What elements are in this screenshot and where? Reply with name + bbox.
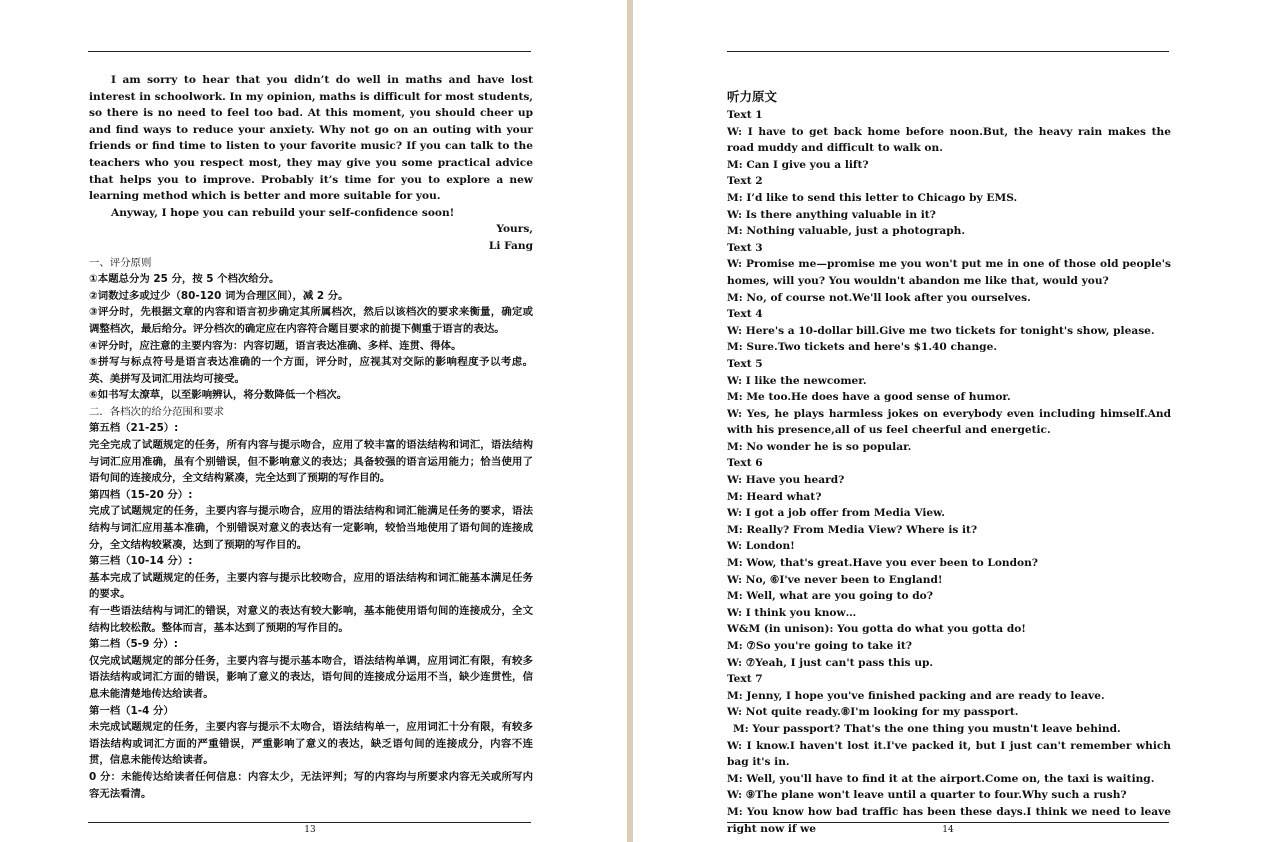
transcript-line: W: I like the newcomer.	[727, 374, 867, 387]
header-rule	[88, 51, 531, 52]
scoring-line: 一、评分原则	[89, 256, 152, 269]
transcript-line: Text 7	[727, 673, 763, 686]
transcript-line: Text 4	[727, 308, 763, 321]
transcript-line: M: Nothing valuable, just a photograph.	[727, 225, 966, 238]
scoring-line: 仅完成试题规定的部分任务，主要内容与提示基本吻合，语法结构单调，应用词汇有限，有较多语法结构或词汇方面的错误，影响了意义的表达，语句间的连接成分运用不当，缺少连贯性，信息未能清楚地传达给读者。	[89, 654, 533, 700]
transcript-line: W: ⑦Yeah, I just can't pass this up.	[727, 656, 934, 669]
letter-body	[89, 72, 533, 802]
listening-transcript	[727, 87, 1171, 837]
letter-closing: Yours,	[496, 223, 533, 236]
transcript-line: W: Here's a 10-dollar bill.Give me two tickets for tonight's show, please.	[727, 324, 1155, 337]
page-13	[0, 0, 627, 842]
transcript-line: W: I got a job offer from Media View.	[727, 507, 945, 520]
transcript-line: W: I know.I haven't lost it.I've packed it, but I just can't remember which bag it's in.	[727, 739, 1171, 769]
transcript-line: M: Really? From Media View? Where is it?	[727, 523, 978, 536]
scoring-line: 0 分：未能传达给读者任何信息：内容太少，无法评判；写的内容均与所要求内容无关或所写内容无法看清。	[89, 770, 533, 800]
transcript-line: M: Your passport? That's the one thing you mustn't leave behind.	[733, 722, 1121, 735]
letter-paragraph-1: I am sorry to hear that you didn’t do well in maths and have lost interest in schoolwork. In my opinion, maths is difficult for most students, so there is no need to feel too bad. At this moment, you should cheer up and find ways to reduce your anxiety. Why not go on an outing with your friends or find time to listen to your favorite music? If you can talk to the teachers who you respect most, they may give you some practical advice that helps you to improve. Probably it’s time for you to explore a new learning method which is better and more suitable for you.	[89, 74, 533, 203]
transcript-line: M: Jenny, I hope you've finished packing and are ready to leave.	[727, 689, 1105, 702]
footer-rule	[88, 822, 531, 823]
transcript-line: W: Have you heard?	[727, 474, 845, 487]
page-number: 13	[304, 825, 316, 835]
scoring-line: ③评分时，先根据文章的内容和语言初步确定其所属档次，然后以该档次的要求来衡量，确定或调整档次，最后给分。评分档次的确定应在内容符合题目要求的前提下侧重于语言的表达。	[89, 306, 533, 335]
transcript-line: M: Wow, that's great.Have you ever been to London?	[727, 557, 1038, 570]
scoring-line: 第一档（1-4 分）	[89, 704, 174, 717]
letter-paragraph-2: Anyway, I hope you can rebuild your self-confidence soon!	[111, 206, 455, 219]
transcript-line: W: London!	[727, 540, 795, 553]
transcript-line: W: Yes, he plays harmless jokes on everybody even including himself.And with his presence,all of us feel cheerful and energetic.	[727, 407, 1171, 437]
transcript-line: M: You know how bad traffic has been these days.I think we need to leave right now if we	[727, 805, 1171, 835]
transcript-line: W: I have to get back home before noon.But, the heavy rain makes the road muddy and difficult to walk on.	[727, 125, 1171, 155]
transcript-line: M: Well, what are you going to do?	[727, 590, 933, 603]
scoring-line: ②词数过多或过少（80-120 词为合理区间），减 2 分。	[89, 289, 349, 302]
transcript-line: Text 1	[727, 109, 763, 121]
footer-rule	[727, 822, 1169, 823]
letter-signature: Li Fang	[488, 239, 533, 252]
transcript-lines	[727, 107, 1171, 837]
scoring-line: 未完成试题规定的任务，主要内容与提示不太吻合，语法结构单一，应用词汇十分有限，有较多语法结构或词汇方面的严重错误，严重影响了意义的表达，缺乏语句间的连接成分，内容不连贯，信息未能传达给读者。	[89, 721, 533, 767]
transcript-title: 听力原文	[727, 89, 778, 104]
transcript-line: W: Is there anything valuable in it?	[727, 208, 936, 221]
scoring-line: 有一些语法结构与词汇的错误，对意义的表达有较大影响，基本能使用语句间的连接成分，全文结构比较松散。整体而言，基本达到了预期的写作目的。	[89, 605, 533, 634]
transcript-line: W: ⑨The plane won't leave until a quarter to four.Why such a rush?	[727, 789, 1127, 802]
transcript-line: M: I’d like to send this letter to Chicago by EMS.	[727, 191, 1018, 204]
scoring-line: 基本完成了试题规定的任务，主要内容与提示比较吻合，应用的语法结构和词汇能基本满足任务的要求。	[89, 571, 533, 601]
scoring-criteria	[89, 255, 533, 803]
transcript-line: M: Heard what?	[727, 490, 822, 503]
scoring-line: 二．各档次的给分范围和要求	[89, 405, 225, 418]
scoring-line: ①本题总分为 25 分，按 5 个档次给分。	[89, 273, 280, 286]
scoring-line: 第五档（21-25）:	[89, 422, 179, 435]
transcript-line: W: I think you know…	[727, 606, 857, 619]
header-rule	[727, 51, 1169, 52]
scoring-line: 完成了试题规定的任务，主要内容与提示吻合，应用的语法结构和词汇能满足任务的要求，语法结构与词汇应用基本准确，个别错误对意义的表达有一定影响，较恰当地使用了语句间的连接成分，全文结构较紧凑，达到了预期的写作目的。	[89, 505, 533, 551]
transcript-line: W: Not quite ready.⑧I'm looking for my passport.	[727, 706, 1019, 719]
transcript-line: M: Sure.Two tickets and here's $1.40 change.	[727, 341, 998, 354]
page-number: 14	[942, 825, 954, 835]
scoring-line: ⑤拼写与标点符号是语言表达准确的一个方面，评分时，应视其对交际的影响程度予以考虑。英、美拼写及词汇用法均可接受。	[89, 356, 533, 385]
transcript-line: Text 5	[727, 357, 763, 370]
transcript-line: M: No wonder he is so popular.	[727, 440, 912, 453]
scoring-line: 第四档（15-20 分）:	[89, 488, 193, 501]
transcript-line: M: No, of course not.We'll look after you ourselves.	[727, 291, 1031, 304]
scoring-line: ⑥如书写太潦草，以至影响辨认，将分数降低一个档次。	[89, 389, 348, 402]
page-14	[633, 0, 1262, 842]
scoring-line: 第二档（5-9 分）:	[89, 638, 178, 651]
transcript-line: M: Well, you'll have to find it at the airport.Come on, the taxi is waiting.	[727, 772, 1155, 785]
transcript-line: M: Can I give you a lift?	[727, 158, 869, 171]
transcript-line: M: Me too.He does have a good sense of humor.	[727, 391, 1011, 404]
transcript-line: M: ⑦So you're going to take it?	[727, 640, 912, 652]
transcript-line: W&M (in unison): You gotta do what you gotta do!	[727, 623, 1026, 636]
transcript-line: Text 2	[727, 175, 763, 188]
scoring-line: 第三档（10-14 分）:	[89, 555, 193, 568]
transcript-line: W: No, ⑥I've never been to England!	[727, 573, 943, 586]
scoring-line: ④评分时，应注意的主要内容为：内容切题，语言表达准确、多样、连贯、得体。	[89, 339, 462, 352]
transcript-line: W: Promise me—promise me you won't put me in one of those old people's homes, will you? You wouldn't abandon me like that, would you?	[727, 258, 1171, 287]
transcript-line: Text 6	[727, 457, 763, 470]
scoring-line: 完全完成了试题规定的任务，所有内容与提示吻合，应用了较丰富的语法结构和词汇，语法结构与词汇应用准确，虽有个别错误，但不影响意义的表达；具备较强的语言运用能力；恰当使用了语句间的连接成分，全文结构紧凑，完全达到了预期的写作目的。	[89, 439, 533, 485]
transcript-line: Text 3	[727, 241, 763, 254]
